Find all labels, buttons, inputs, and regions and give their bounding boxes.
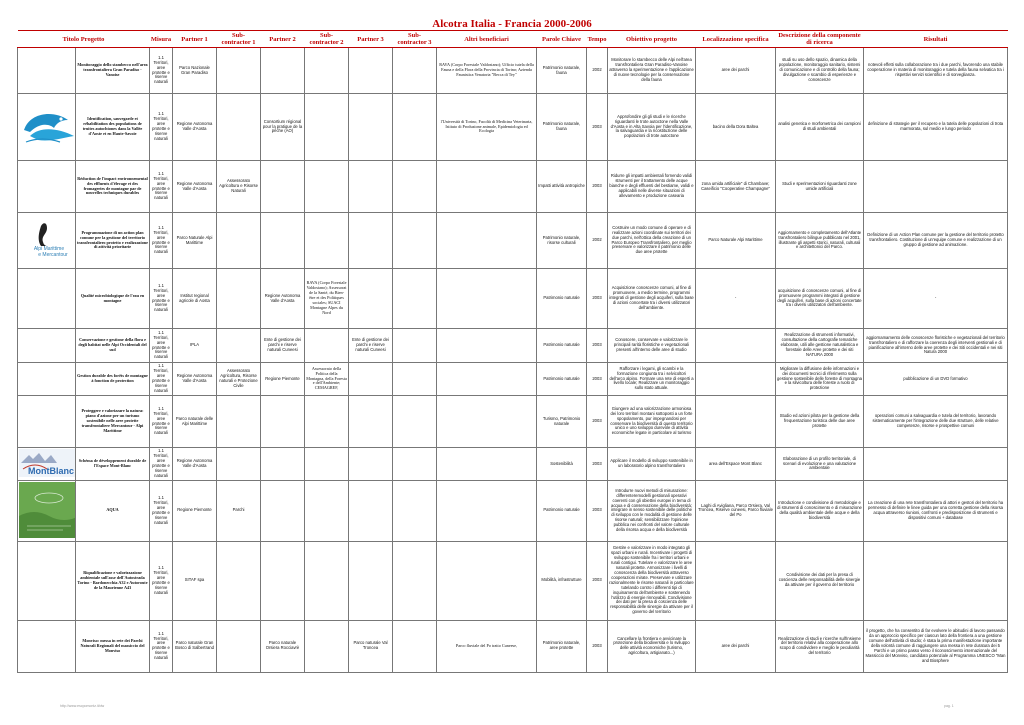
misura-cell: 1.1 Territori, aree protette e riserve naturali — [150, 269, 173, 329]
header-risultati: Risultati — [864, 31, 1008, 48]
project-title: Proteggere e valorizzare la natura: piano d'azione per un turismo sostenibile nelle aree protette transfrontaliere Mercantour - Alpi Marittime — [76, 396, 150, 448]
obiettivo-cell: Conoscere, conservare e valorizzare le principali rarità floristiche e vegetazionali presenti all'interno delle aree di studio — [608, 329, 696, 363]
descrizione-cell: Elaborazione di un profilo territoriale, di scenari di evoluzione e una valutazione ambientale — [776, 448, 864, 481]
table-row — [18, 541, 1008, 620]
subcontractor-2-cell — [305, 48, 349, 94]
localizzazione-cell — [696, 541, 776, 620]
subcontractor-3-cell — [393, 480, 437, 541]
tempo-cell: 2003 — [587, 363, 608, 396]
altri-beneficiari-cell — [437, 269, 537, 329]
parole-chiave-cell: Patrimonio naturale — [537, 363, 587, 396]
project-logo-cell — [18, 396, 76, 448]
subcontractor-3-cell — [393, 363, 437, 396]
partner-2-cell — [261, 541, 305, 620]
misura-cell: 1.1 Territori, aree protette e riserve naturali — [150, 329, 173, 363]
altri-beneficiari-cell — [437, 396, 537, 448]
obiettivo-cell: Acquisizione conoscenze comuni, al fine di promuovere, a medio termine, programmi integrati di gestione degli acquiferi, sulla base di azioni concertate tra i diversi utilizzatori dell'ambiente. — [608, 269, 696, 329]
tempo-cell: 2003 — [587, 541, 608, 620]
project-logo-cell — [18, 161, 76, 213]
tempo-cell: 2003 — [587, 329, 608, 363]
partner-2-cell: Consortium régional pour la pratique de la pêche (AO) — [261, 94, 305, 161]
project-logo-cell — [18, 269, 76, 329]
tempo-cell: 2003 — [587, 94, 608, 161]
table-row — [18, 269, 1008, 329]
subcontractor-1-cell — [217, 213, 261, 269]
subcontractor-1-cell — [217, 396, 261, 448]
fish-logo-icon — [19, 106, 76, 148]
partner-3-cell — [349, 363, 393, 396]
header-titolo: Titolo Progetto — [18, 31, 150, 48]
obiettivo-cell: Costruire un modo comune di operare e di realizzare azioni coordinate sui territori dei due parchi, nell'ottica della creazione di un Parco Europeo Transfrontaliero, per meglio preservare e valorizzare il patrimonio delle due aree protette — [608, 213, 696, 269]
parole-chiave-cell: Impatti attività antropiche — [537, 161, 587, 213]
partner-1-cell: Regione Autonoma Valle d'Aosta — [173, 448, 217, 481]
obiettivo-cell: Cancellare la frontiera e avvicinare la protezione della biodiversità e lo sviluppo delle attività economiche (turismo, agricoltura, artigianato...) — [608, 620, 696, 672]
header-misura: Misura — [150, 31, 173, 48]
altri-beneficiari-cell — [437, 363, 537, 396]
localizzazione-cell: aree dei parchi — [696, 48, 776, 94]
project-logo-cell — [18, 329, 76, 363]
partner-2-cell: Regione Autonoma Valle d'Aosta — [261, 269, 305, 329]
header-obiettivo: Obiettivo progetto — [608, 31, 696, 48]
table-row — [18, 363, 1008, 396]
project-title: Gestion durable des forêts de montagne à fonction de protection — [76, 363, 150, 396]
altri-beneficiari-cell: Parco fluviale del Po tratto Cuneese, — [437, 620, 537, 672]
subcontractor-3-cell — [393, 269, 437, 329]
subcontractor-1-cell — [217, 448, 261, 481]
aqua-logo-icon — [19, 482, 76, 540]
subcontractor-3-cell — [393, 94, 437, 161]
partner-1-cell: Parco naturale delle Alpi Marittime — [173, 396, 217, 448]
altri-beneficiari-cell — [437, 161, 537, 213]
alpi-logo-icon — [19, 222, 76, 260]
project-logo-cell — [18, 213, 76, 269]
descrizione-cell: Studio ed azioni pilota per la gestione della frequentazione turistica delle due aree protette — [776, 396, 864, 448]
header-partner-2: Partner 2 — [261, 31, 305, 48]
risultati-cell: il progetto, che ha consentito di far evolvere le abitudini di lavoro passando da un approccio specifico per ciascun lato della frontiera a una gestione comune dell'attività di studio; è stata la prima manifestazione importante della volontà comune di raggiungere una messa in rete duratura dei 5 Parchi e un primo passo verso il riconoscimento internazionale del Massiccio del Monviso, candidato potenziale al Programma UNESCO "Man and Biosphere — [864, 620, 1008, 672]
obiettivo-cell: Monitorare lo stambecco delle Alpi nell'area transfrontaliera Gran Paradiso-Vanoise attraverso la sperimentazione e l'applicazione di nuove tecnologie per la conservazione della fauna — [608, 48, 696, 94]
partner-2-cell: Parco naturale Orsiera Rocciavrè — [261, 620, 305, 672]
table-row — [18, 396, 1008, 448]
localizzazione-cell — [696, 396, 776, 448]
subcontractor-3-cell — [393, 541, 437, 620]
tempo-cell: 2002 — [587, 213, 608, 269]
localizzazione-cell — [696, 363, 776, 396]
subcontractor-1-cell — [217, 94, 261, 161]
descrizione-cell: Aggiornamento e completamento dell'Atlante transfrontaliero bilingue pubblicato nel 2001, illustrante gli aspetti storici, naturali, culturali e architettonici del Parco. — [776, 213, 864, 269]
subcontractor-1-cell — [217, 269, 261, 329]
altri-beneficiari-cell — [437, 329, 537, 363]
subcontractor-1-cell: Assessorato Agricoltura, Risorse naturali e Protezione Civile — [217, 363, 261, 396]
localizzazione-cell: Parco Naturale Alpi Marittime — [696, 213, 776, 269]
partner-2-cell — [261, 396, 305, 448]
project-logo-cell — [18, 541, 76, 620]
obiettivo-cell: Approfondire gli gli studi e le ricerche riguardanti le trote autoctone nella Valle d'Aosta e in Alta Savoia per l'identificazione, la salvaguardia e la ricostituzione delle popolazioni di trote autoctone — [608, 94, 696, 161]
table-row — [18, 448, 1008, 481]
descrizione-cell: analisi genetica e morfometrica dei campioni di studi ambientali — [776, 94, 864, 161]
obiettivo-cell: Giungere ad una valorizzazione armoniosa dei loro territori montani sottoposti a un forte spopolamento, pur impegnandosi per conservare la biodiversità di questo territorio unico e uno sviluppo durevole di attività economiche legate in particolare al turismo — [608, 396, 696, 448]
obiettivo-cell: Ridurre gli impatti ambientali fornendo validi strumenti per il trattamento delle acque bianche e degli effluenti del bestiame, validi e applicabili nelle diverse situazioni di allevamento e produzione casearia — [608, 161, 696, 213]
misura-cell: 1.1 Territori, aree protette e riserve naturali — [150, 620, 173, 672]
parole-chiave-cell: Patrimonio naturale, fauna — [537, 48, 587, 94]
subcontractor-2-cell — [305, 161, 349, 213]
tempo-cell: 2002 — [587, 48, 608, 94]
subcontractor-3-cell — [393, 213, 437, 269]
localizzazione-cell: - — [696, 269, 776, 329]
header-partner-1: Partner 1 — [173, 31, 217, 48]
subcontractor-3-cell — [393, 396, 437, 448]
project-title: Identification, sauvegarde et réhabilitation des populations de truites autochtones dans la Vallée d'Aoste et en Haute-Savoie — [76, 94, 150, 161]
descrizione-cell: Studi e sperimentazioni riguardanti zone umide artificiali — [776, 161, 864, 213]
tempo-cell: 2003 — [587, 269, 608, 329]
subcontractor-3-cell — [393, 329, 437, 363]
header-tempo: Tempo — [587, 31, 608, 48]
project-title: Monviso: messa in rete dei Parchi Naturali Regionali del massiccio del Monviso — [76, 620, 150, 672]
subcontractor-1-cell: Parchi — [217, 480, 261, 541]
project-logo-cell — [18, 94, 76, 161]
risultati-cell — [864, 448, 1008, 481]
svg-text:Alpi Marittime: Alpi Marittime — [33, 245, 65, 252]
tempo-cell: 2003 — [587, 396, 608, 448]
partner-1-cell: Regione Piemonte — [173, 480, 217, 541]
partner-3-cell — [349, 161, 393, 213]
table-row — [18, 329, 1008, 363]
footer-url: http://www.escpomontz.it/dw — [60, 704, 105, 708]
project-title: Qualité microbiologique de l'eau en montagne — [76, 269, 150, 329]
altri-beneficiari-cell — [437, 480, 537, 541]
misura-cell: 1.1 Territori, aree protette e riserve naturali — [150, 161, 173, 213]
descrizione-cell: Condivisione dei dati per la presa di coscienza delle responsabilità delle sinergie da attivare per il governo del territorio — [776, 541, 864, 620]
subcontractor-1-cell — [217, 541, 261, 620]
partner-3-cell — [349, 213, 393, 269]
localizzazione-cell: zona umida artificiale" di Chambave; Caseificio "Cooperative Champagne" — [696, 161, 776, 213]
table-row — [18, 94, 1008, 161]
obiettivo-cell: Applicare il modello di sviluppo sostenibile in un laboratorio alpino transfrontaliero — [608, 448, 696, 481]
partner-3-cell — [349, 269, 393, 329]
partner-1-cell: Regione Autonoma Valle d'Aosta — [173, 94, 217, 161]
risultati-cell — [864, 541, 1008, 620]
subcontractor-2-cell — [305, 541, 349, 620]
obiettivo-cell: Introdurre nuovi metodi di misurazione: differenteremodelli gestionali operativi coerenti con gli obiettivi europei in tema di acqua e di conservazione della biodiversità; integrare in senso sostenibile delle politiche di sviluppo con le modalità di gestione delle risorse naturali; sensibilizzare l'opinione pubblica nei confronti del valore culturale della risorsa acqua e della biodiversità — [608, 480, 696, 541]
obiettivo-cell: Gestire e valorizzare in modo integrato gli spazi urbani e rurali. Incentivare i progetti di sviluppo sostenibile fra i territori urbani e rurali contigui. Tutelare e valorizzare le aree naturali protette. Armonizzare i livelli di conoscenza della biodiversità attraverso cooperazioni mirate. Preservare e utilizzare razionalmente le risorse naturali in particolare tutelando contro i differenti tipi di inquinamento dell'ambiente e sostenendo l'utilizzo di energie rinnovabili. Condivisione dei dati per la presa di coscienza delle responsabilità delle sinergie da attivare per il governo del territorio — [608, 541, 696, 620]
parole-chiave-cell: Patrimonio naturale — [537, 480, 587, 541]
montblanc-logo-icon — [19, 449, 76, 479]
project-title: Riqualificazione e valorizzazione ambientale sull'asse dell'Autostrada Torino - Bardonecchia A32 e Autoroute de la Maurienne A43 — [76, 541, 150, 620]
project-title: Réduction de l'impact environnemental des effluents d'élevage et des fromageries de montagne par de nouvelles techniques durables — [76, 161, 150, 213]
subcontractor-1-cell — [217, 329, 261, 363]
table-row — [18, 620, 1008, 672]
subcontractor-1-cell — [217, 48, 261, 94]
partner-3-cell — [349, 448, 393, 481]
altri-beneficiari-cell — [437, 213, 537, 269]
misura-cell: 1.1 Territori, aree protette e riserve naturali — [150, 48, 173, 94]
partner-2-cell: Regione Piemonte — [261, 363, 305, 396]
risultati-cell: aggiornamamento delle conoscenze floristiche e vegetazionali del territorio transfrontaliero e di rafforzare la coerenza degli interventi gestionali e di pianificazione all'interno delle aree protette e dei Siti occidentali e nei siti Natura 2000 — [864, 329, 1008, 363]
partner-2-cell: Ente di gestione dei parchi e riserve naturali Cuneesi — [261, 329, 305, 363]
project-title: AQUA — [76, 480, 150, 541]
subcontractor-3-cell — [393, 161, 437, 213]
table-row — [18, 48, 1008, 94]
subcontractor-1-cell: Assessorato Agricoltura e Risorse Naturali — [217, 161, 261, 213]
partner-3-cell: Ente di gestione dei parchi e riserve naturali Cuneesi — [349, 329, 393, 363]
partner-1-cell: Parco Nazionale Gran Paradiso — [173, 48, 217, 94]
partner-3-cell — [349, 541, 393, 620]
subcontractor-2-cell — [305, 620, 349, 672]
project-logo-cell — [18, 48, 76, 94]
parole-chiave-cell: Sostenibilità — [537, 448, 587, 481]
misura-cell: 1.1 Territori, aree protette e riserve naturali — [150, 213, 173, 269]
tempo-cell: 2003 — [587, 161, 608, 213]
subcontractor-2-cell: RAVA (Corpo Forestale Valdostano); Assessorat de la Santé, du Bien-être et des Politiques sociales; SUACI Montagne Alpes du Nord — [305, 269, 349, 329]
table-row — [18, 480, 1008, 541]
parole-chiave-cell: Patrimonio naturale — [537, 329, 587, 363]
partner-2-cell — [261, 161, 305, 213]
subcontractor-2-cell — [305, 329, 349, 363]
subcontractor-3-cell — [393, 48, 437, 94]
header-localizzazione: Localizzazione specifica — [696, 31, 776, 48]
localizzazione-cell: bacino della Dora Baltea — [696, 94, 776, 161]
header-altri: Altri beneficiari — [437, 31, 537, 48]
partner-3-cell — [349, 48, 393, 94]
project-title: Conservazione e gestione della flora e degli habitat nelle Alpi Occidentali del sud — [76, 329, 150, 363]
partner-2-cell — [261, 448, 305, 481]
subcontractor-2-cell — [305, 396, 349, 448]
risultati-cell: Definizione di un Action Plan comune per la gestione del territorio protetto transfrontaliero. Costituzione di un'equipe comune e realizzazione di un gruppo di gestione ad animazione. — [864, 213, 1008, 269]
subcontractor-2-cell — [305, 213, 349, 269]
altri-beneficiari-cell: l'Università di Torino, Facoltà di Medicina Veterinaria, Istituto di Produzione animale, Epidemiologia ed Ecologia — [437, 94, 537, 161]
partner-2-cell — [261, 48, 305, 94]
subcontractor-3-cell — [393, 620, 437, 672]
localizzazione-cell: Laghi di Avigliana, Parco Orsiera, Val Troncea, Riserve cuneesi, Parco fluviale del Po — [696, 480, 776, 541]
altri-beneficiari-cell — [437, 541, 537, 620]
project-title: Monitoraggio dello stambecco nell'area transfrontaliera Gran Paradiso - Vanoise — [76, 48, 150, 94]
descrizione-cell: Introduzione e condivisione di metodologie e di strumenti di conoscimento e di misurazione della qualità ambientale delle acque e della biodiversità — [776, 480, 864, 541]
page-title: Alcotra Italia - Francia 2000-2006 — [432, 18, 592, 30]
header-subcontractor-1: Sub-contractor 1 — [217, 31, 261, 48]
misura-cell: 1.1 Territori, aree protette e riserve naturali — [150, 448, 173, 481]
parole-chiave-cell: Patrimonio naturale — [537, 269, 587, 329]
subcontractor-2-cell — [305, 94, 349, 161]
parole-chiave-cell: Patrimonio naturale, risorse culturali — [537, 213, 587, 269]
table-row — [18, 161, 1008, 213]
misura-cell: 1.1 Territori, aree protette e riserve naturali — [150, 363, 173, 396]
descrizione-cell: Realizzazione di strumenti informativi, consultazione della cartografie tematiche elaborate, utili alle gestione naturalistica e forestale delle Aree protette e dei siti NATURA 2000 — [776, 329, 864, 363]
descrizione-cell: acquisizione di conoscenze comuni, al fine di promuovere programmi integrati di gestione degli acquiferi, sulla base di azioni concertate tra i diversi utilizzatori dell'ambiente. — [776, 269, 864, 329]
header-subcontractor-3: Sub-contractor 3 — [393, 31, 437, 48]
project-logo-cell — [18, 620, 76, 672]
tempo-cell: 2003 — [587, 448, 608, 481]
project-logo-cell — [18, 480, 76, 541]
partner-1-cell: Parco Naturale Alpi Marittime — [173, 213, 217, 269]
header-partner-3: Partner 3 — [349, 31, 393, 48]
altri-beneficiari-cell — [437, 448, 537, 481]
misura-cell: 1.1 Territori, aree protette e riserve naturali — [150, 396, 173, 448]
subcontractor-1-cell — [217, 620, 261, 672]
risultati-cell: notevoli effetti sulla collaborazione tra i due parchi, favorendo una stabile cooperazione in materia di monitoraggio e tutela della fauna selvatica tra i rispettivi servizi scientifici e di sorveglianza. — [864, 48, 1008, 94]
parole-chiave-cell: Turismo, Patrimonio naturale — [537, 396, 587, 448]
projects-table — [17, 30, 1008, 673]
partner-2-cell — [261, 480, 305, 541]
header-subcontractor-2: Sub-contractor 2 — [305, 31, 349, 48]
misura-cell: 1.1 Territori, aree protette e riserve naturali — [150, 94, 173, 161]
descrizione-cell: studi su uso dello spazio, dinamica della popolazione, monitoraggio sanitario, sistemi di comunicazione e di controllo della fauna; divulgazione e scambio di esperienze e conoscenze — [776, 48, 864, 94]
subcontractor-3-cell — [393, 448, 437, 481]
partner-1-cell: Regione Autonoma Valle d'Aosta — [173, 161, 217, 213]
subcontractor-2-cell — [305, 480, 349, 541]
project-title: Programmazione di un action plan comune per la gestione del territorio transfrontaliero protetto e realizzazione di attività prioritarie — [76, 213, 150, 269]
header-parole: Parole Chiave — [537, 31, 587, 48]
subcontractor-2-cell — [305, 448, 349, 481]
parole-chiave-cell: Patrimonio naturale, fauna — [537, 94, 587, 161]
risultati-cell: operazioni comuni a salvaguardia e tutela del territorio, lavorando sistematicamente per l'integrazione delle due strutture, delle relative competenze, risorse e prospettive comuni — [864, 396, 1008, 448]
partner-1-cell: SITAF spa — [173, 541, 217, 620]
partner-2-cell — [261, 213, 305, 269]
header-descrizione: Descrizione della componente di ricerca — [776, 31, 864, 48]
table-header-row — [18, 31, 1008, 48]
project-logo-cell — [18, 448, 76, 481]
risultati-cell — [864, 161, 1008, 213]
tempo-cell: 2003 — [587, 480, 608, 541]
localizzazione-cell: area dell'Espace Mont Blanc — [696, 448, 776, 481]
project-title: Schéma de développement durable de l'Espace Mont-Blanc — [76, 448, 150, 481]
project-logo-cell — [18, 363, 76, 396]
table-row — [18, 213, 1008, 269]
svg-text:MontBlanc: MontBlanc — [28, 466, 74, 476]
parole-chiave-cell: Mobilità, infrastrutture — [537, 541, 587, 620]
partner-1-cell: Institut regional agricole di Aosta — [173, 269, 217, 329]
partner-3-cell — [349, 396, 393, 448]
parole-chiave-cell: Patrimonio naturale, aree protette — [537, 620, 587, 672]
localizzazione-cell — [696, 329, 776, 363]
partner-1-cell: IPLA — [173, 329, 217, 363]
risultati-cell: La creazione di una rete transfrontaliera di attori e gestori del territorio ha permesso di definire le linee guida per una corretta gestione della risorsa acqua attraverso riunioni, confronti e predisposizione di strumenti e dispositivi comuni + database — [864, 480, 1008, 541]
tempo-cell: 2003 — [587, 620, 608, 672]
svg-text:e Mercantour: e Mercantour — [38, 251, 68, 258]
partner-1-cell: Regione Autonoma Valle d'Aosta — [173, 363, 217, 396]
partner-3-cell: Parco naturale Val Troncea — [349, 620, 393, 672]
risultati-cell: definizione di strategie per il recupero e la tutela delle popolazioni di trota marmorata, sul medio e lungo periodo — [864, 94, 1008, 161]
table-body — [18, 48, 1008, 673]
misura-cell: 1.1 Territori, aree protette e riserve naturali — [150, 541, 173, 620]
obiettivo-cell: Rafforzare i legami, gli scambi e la formazione congiunta tra i selvicoltori dell'arco alpino. Formare una rete di esperti a livello locale; Realizzare un monitoraggio sullo stato attuale. — [608, 363, 696, 396]
altri-beneficiari-cell: RAVA (Corpo Forestale Valdostano); Ufficio tutela della Fauna e della Flora della Provincia di Torino; Azienda Faunistica Venatoria "Becca di Tey" — [437, 48, 537, 94]
partner-1-cell: Parco naturale Gran Bosco di Salbertrand — [173, 620, 217, 672]
localizzazione-cell: aree dei parchi — [696, 620, 776, 672]
partner-3-cell — [349, 480, 393, 541]
risultati-cell: pubblicazione di un DVD formativo — [864, 363, 1008, 396]
descrizione-cell: Realizzazione di studi e ricerche sull'insieme del territorio relativi alla cooperazione allo scopo di condividere e meglio le peculiarità del territorio — [776, 620, 864, 672]
footer-page-number: pag. 1 — [944, 704, 954, 708]
descrizione-cell: Migliorare la diffusione delle informazioni e dei documenti tecnici di riferimento sulla gestione sostenibile delle foreste di montagna e la silvicoltura delle foreste a ruolo di protezione — [776, 363, 864, 396]
subcontractor-2-cell: Assessorato della Politica della Montagna, della Foresta e dell'Ambiente; CEMAGREF, — [305, 363, 349, 396]
risultati-cell: - — [864, 269, 1008, 329]
partner-3-cell — [349, 94, 393, 161]
misura-cell: 1.1 Territori, aree protette e riserve naturali — [150, 480, 173, 541]
